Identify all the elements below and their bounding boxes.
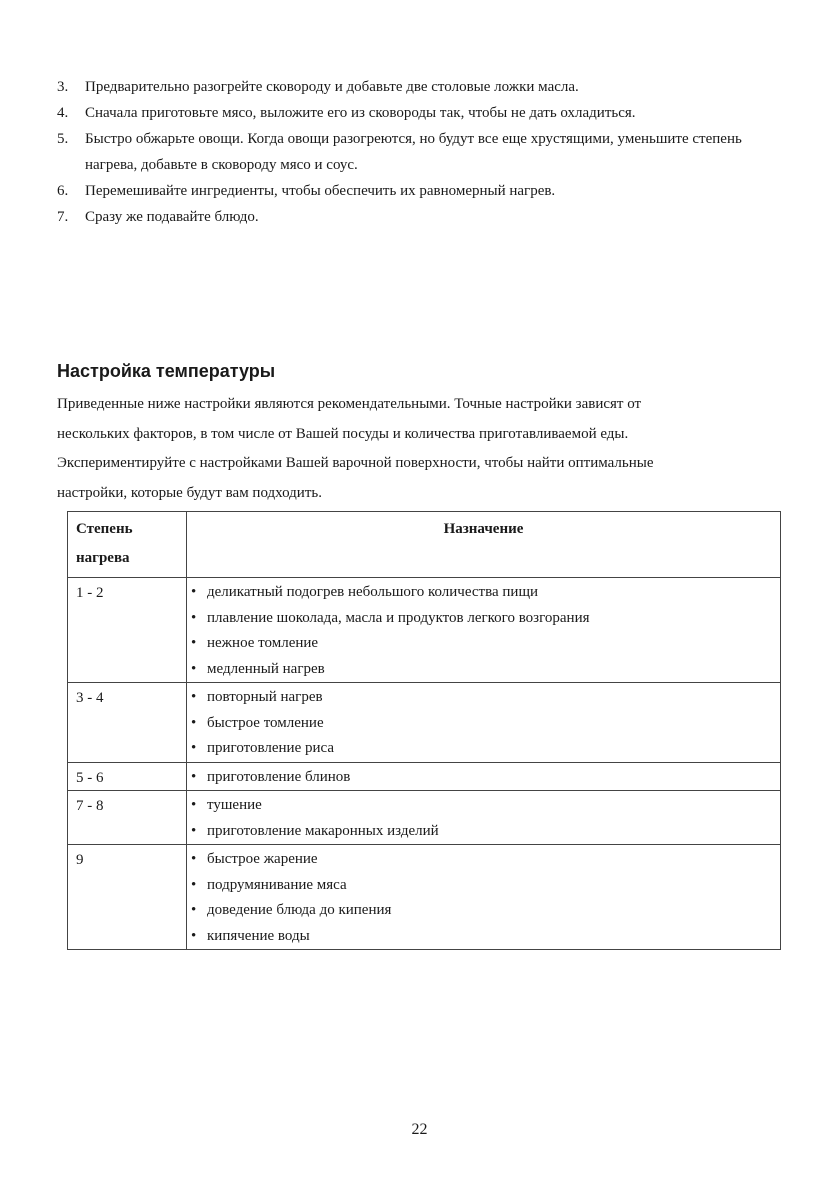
heat-level-cell: 1 - 2 (68, 578, 187, 683)
list-item-number: 4. (57, 105, 69, 121)
section-heading: Настройка температуры (57, 361, 276, 381)
bullet-icon: • (191, 609, 197, 626)
purpose-text: приготовление блинов (207, 768, 351, 785)
list-item (57, 100, 797, 126)
purpose-cell (187, 578, 781, 683)
bullet-icon: • (191, 635, 197, 651)
purpose-text: нежное томление (207, 635, 319, 651)
bullet-icon: • (191, 902, 197, 918)
purpose-item (191, 631, 780, 657)
table-row (68, 762, 781, 791)
bullet-icon: • (191, 740, 197, 756)
heat-settings-table (67, 511, 781, 950)
intro-line: Экспериментируйте с настройками Вашей варочной поверхности, чтобы найти оптимальные (57, 455, 654, 471)
purpose-text: быстрое томление (207, 714, 324, 731)
purpose-text: деликатный подогрев небольшого количества пищи (207, 584, 539, 600)
table-header-row (68, 512, 781, 578)
list-item (57, 178, 797, 204)
list-item-text: Быстро обжарьте овощи. Когда овощи разогреются, но будут все еще хрустящими, уменьшите степень нагрева, добавьте в сковороду мясо и соус. (85, 131, 742, 173)
purpose-item (191, 793, 780, 819)
purpose-item (191, 873, 780, 899)
intro-line: настройки, которые будут вам подходить. (57, 484, 322, 501)
table-row (68, 683, 781, 763)
purpose-text: кипячение воды (207, 927, 310, 944)
bullet-icon: • (191, 797, 197, 813)
bullet-icon: • (191, 714, 197, 731)
purpose-item (191, 606, 780, 632)
list-item (57, 126, 797, 178)
purpose-item (191, 847, 780, 873)
purpose-text: приготовление макаронных изделий (207, 822, 439, 839)
heat-level-cell: 9 (68, 845, 187, 950)
purpose-item (191, 685, 780, 711)
purpose-text: доведение блюда до кипения (207, 902, 392, 918)
intro-line: нескольких факторов, в том числе от Вашей посуды и количества приготавливаемой еды. (57, 425, 629, 442)
purpose-text: плавление шоколада, масла и продуктов легкого возгорания (207, 609, 590, 626)
heat-level-cell: 7 - 8 (68, 791, 187, 845)
list-item-number: 3. (57, 79, 69, 95)
list-item-number: 7. (57, 209, 69, 225)
purpose-cell (187, 683, 781, 763)
page-number: 22 (411, 1121, 428, 1138)
intro-line: Приведенные ниже настройки являются рекомендательными. Точные настройки зависят от (57, 396, 642, 412)
list-item-text: Предварительно разогрейте сковороду и добавьте две столовые ложки масла. (85, 79, 579, 95)
bullet-icon: • (191, 851, 197, 867)
table-row (68, 845, 781, 950)
table-row (68, 578, 781, 683)
purpose-cell (187, 762, 781, 791)
purpose-item (191, 765, 780, 791)
purpose-item (191, 736, 780, 762)
bullet-icon: • (191, 689, 197, 705)
list-item-number: 5. (57, 131, 69, 147)
list-item (57, 74, 797, 100)
section-intro (57, 390, 787, 508)
list-item-text: Сначала приготовьте мясо, выложите его из сковороды так, чтобы не дать охладиться. (85, 105, 636, 121)
heat-level-cell: 5 - 6 (68, 762, 187, 791)
cooking-steps-list (57, 74, 797, 230)
bullet-icon: • (191, 768, 197, 785)
header-purpose: Назначение (187, 512, 781, 578)
list-item-text: Сразу же подавайте блюдо. (85, 209, 259, 225)
purpose-item (191, 580, 780, 606)
bullet-icon: • (191, 876, 197, 893)
bullet-icon: • (191, 822, 197, 839)
purpose-text: приготовление риса (207, 740, 335, 756)
purpose-item (191, 819, 780, 845)
purpose-item (191, 924, 780, 950)
list-item (57, 204, 797, 230)
list-item-number: 6. (57, 183, 69, 199)
purpose-cell (187, 845, 781, 950)
header-heat-level: Степень нагрева (68, 512, 187, 578)
purpose-item (191, 657, 780, 683)
purpose-item (191, 711, 780, 737)
table-row (68, 791, 781, 845)
bullet-icon: • (191, 660, 197, 677)
heat-level-cell: 3 - 4 (68, 683, 187, 763)
purpose-text: тушение (207, 797, 262, 813)
purpose-text: быстрое жарение (207, 851, 318, 867)
purpose-text: подрумянивание мяса (207, 876, 347, 893)
purpose-text: медленный нагрев (207, 660, 325, 677)
list-item-text: Перемешивайте ингредиенты, чтобы обеспечить их равномерный нагрев. (85, 183, 556, 199)
bullet-icon: • (191, 584, 197, 600)
purpose-text: повторный нагрев (207, 689, 323, 705)
purpose-cell (187, 791, 781, 845)
purpose-item (191, 898, 780, 924)
bullet-icon: • (191, 927, 197, 944)
